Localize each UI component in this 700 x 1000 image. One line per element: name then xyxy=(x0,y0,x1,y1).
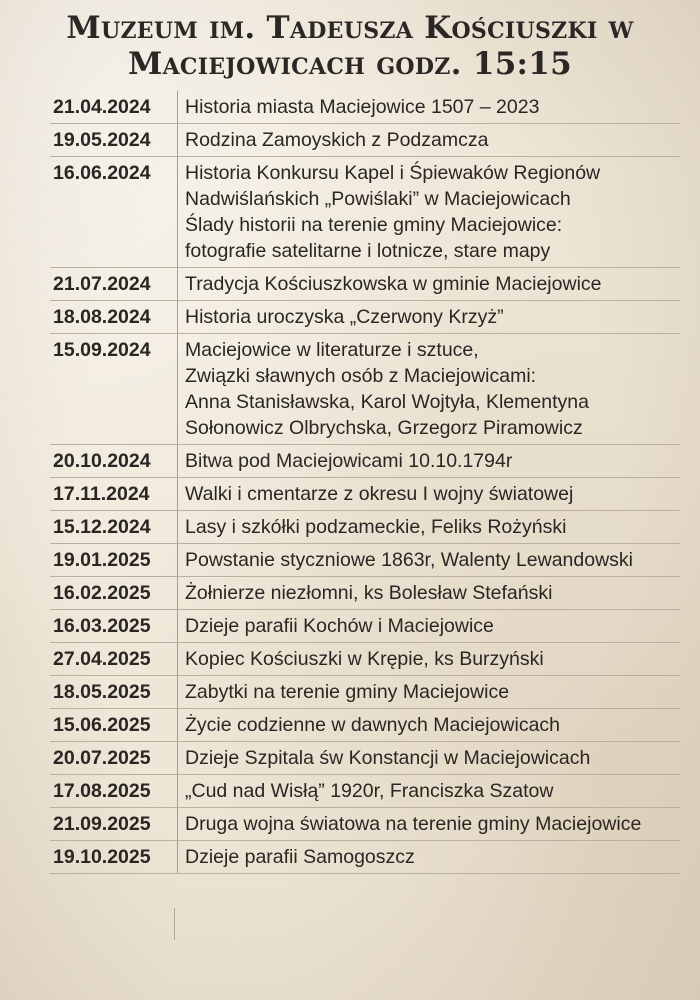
topic-line: Bitwa pod Maciejowicami 10.10.1794r xyxy=(185,450,513,472)
column-divider xyxy=(177,157,178,267)
event-topic xyxy=(185,268,680,300)
schedule-row xyxy=(50,334,680,445)
column-divider xyxy=(177,334,178,444)
schedule-row xyxy=(50,478,680,511)
event-date: 21.07.2024 xyxy=(53,273,151,295)
schedule-row xyxy=(50,301,680,334)
event-date: 18.05.2025 xyxy=(53,681,151,703)
topic-line: Historia uroczyska „Czerwony Krzyż” xyxy=(185,306,504,328)
event-topic xyxy=(185,301,680,333)
topic-line: Nadwiślańskich „Powiślaki” w Maciejowicach xyxy=(185,188,571,210)
event-topic xyxy=(185,544,680,576)
column-divider xyxy=(177,511,178,543)
column-divider xyxy=(177,544,178,576)
schedule-row xyxy=(50,157,680,268)
event-date: 20.10.2024 xyxy=(53,450,151,472)
topic-line: Walki i cmentarze z okresu I wojny światowej xyxy=(185,483,574,505)
event-topic xyxy=(185,808,680,840)
schedule-row xyxy=(50,808,680,841)
topic-line: Powstanie styczniowe 1863r, Walenty Lewandowski xyxy=(185,549,634,571)
column-divider xyxy=(177,742,178,774)
event-topic xyxy=(185,742,680,774)
event-date: 15.12.2024 xyxy=(53,516,151,538)
topic-line: Zabytki na terenie gminy Maciejowice xyxy=(185,681,510,703)
topic-line: Lasy i szkółki podzameckie, Feliks Rożyński xyxy=(185,516,567,538)
column-divider xyxy=(177,445,178,477)
event-topic xyxy=(185,841,680,873)
schedule-row xyxy=(50,841,680,874)
column-divider xyxy=(177,301,178,333)
topic-line: Dzieje parafii Samogoszcz xyxy=(185,846,415,868)
schedule-row xyxy=(50,643,680,676)
topic-line: Historia Konkursu Kapel i Śpiewaków Regionów xyxy=(185,162,601,184)
column-divider xyxy=(177,268,178,300)
event-topic xyxy=(185,124,680,156)
event-topic xyxy=(185,91,680,123)
topic-line: Anna Stanisławska, Karol Wojtyła, Klementyna xyxy=(185,391,589,413)
column-divider xyxy=(177,643,178,675)
event-date: 17.11.2024 xyxy=(53,483,150,505)
schedule-row xyxy=(50,544,680,577)
schedule-row xyxy=(50,775,680,808)
schedule-row xyxy=(50,676,680,709)
event-topic xyxy=(185,157,680,267)
event-date: 16.02.2025 xyxy=(53,582,151,604)
schedule-row xyxy=(50,445,680,478)
topic-line: Druga wojna światowa na terenie gminy Maciejowice xyxy=(185,813,642,835)
event-topic xyxy=(185,709,680,741)
event-date: 16.06.2024 xyxy=(53,162,151,184)
topic-line: Żołnierze niezłomni, ks Bolesław Stefański xyxy=(185,582,553,604)
event-date: 21.09.2025 xyxy=(53,813,151,835)
column-divider xyxy=(177,610,178,642)
column-divider xyxy=(177,676,178,708)
event-date: 15.09.2024 xyxy=(53,339,151,361)
column-divider xyxy=(177,775,178,807)
schedule-row xyxy=(50,742,680,775)
topic-line: Życie codzienne w dawnych Maciejowicach xyxy=(185,714,561,736)
event-topic xyxy=(185,511,680,543)
event-date: 19.05.2024 xyxy=(53,129,151,151)
event-topic xyxy=(185,610,680,642)
column-divider xyxy=(177,91,178,123)
event-date: 15.06.2025 xyxy=(53,714,151,736)
column-divider xyxy=(177,709,178,741)
topic-line: Związki sławnych osób z Maciejowicami: xyxy=(185,365,537,387)
event-date: 18.08.2024 xyxy=(53,306,151,328)
title-line-1: Muzeum im. Tadeusza Kościuszki w xyxy=(66,10,634,46)
schedule-row xyxy=(50,577,680,610)
topic-line: Ślady historii na terenie gminy Maciejowice: xyxy=(185,214,563,236)
topic-line: Rodzina Zamoyskich z Podzamcza xyxy=(185,129,489,151)
event-topic xyxy=(185,676,680,708)
event-topic xyxy=(185,643,680,675)
column-divider xyxy=(177,478,178,510)
column-divider xyxy=(177,841,178,873)
event-topic xyxy=(185,775,680,807)
schedule-row xyxy=(50,91,680,124)
event-date: 21.04.2024 xyxy=(53,96,151,118)
event-topic xyxy=(185,478,680,510)
schedule-row xyxy=(50,268,680,301)
topic-line: Sołonowicz Olbrychska, Grzegorz Piramowicz xyxy=(185,417,583,439)
column-divider xyxy=(177,124,178,156)
title-line-2: Maciejowicach godz. 15:15 xyxy=(127,46,573,82)
event-date: 27.04.2025 xyxy=(53,648,151,670)
event-date: 17.08.2025 xyxy=(53,780,151,802)
schedule-row xyxy=(50,709,680,742)
event-date: 20.07.2025 xyxy=(53,747,151,769)
schedule-row xyxy=(50,124,680,157)
topic-line: fotografie satelitarne i lotnicze, stare mapy xyxy=(185,240,551,262)
column-divider xyxy=(177,577,178,609)
topic-line: Dzieje Szpitala św Konstancji w Maciejowicach xyxy=(185,747,591,769)
schedule-row xyxy=(50,610,680,643)
topic-line: Tradycja Kościuszkowska w gminie Maciejowice xyxy=(185,273,602,295)
topic-line: Kopiec Kościuszki w Krępie, ks Burzyński xyxy=(185,648,544,670)
event-topic xyxy=(185,334,680,444)
schedule-table xyxy=(50,91,680,874)
topic-line: Dzieje parafii Kochów i Maciejowice xyxy=(185,615,494,637)
event-date: 16.03.2025 xyxy=(53,615,151,637)
event-date: 19.01.2025 xyxy=(53,549,151,571)
topic-line: „Cud nad Wisłą” 1920r, Franciszka Szatow xyxy=(185,780,554,802)
event-topic xyxy=(185,445,680,477)
column-divider-tail xyxy=(174,908,175,940)
event-date: 19.10.2025 xyxy=(53,846,151,868)
event-topic xyxy=(185,577,680,609)
topic-line: Historia miasta Maciejowice 1507 – 2023 xyxy=(185,96,540,118)
schedule-row xyxy=(50,511,680,544)
poster-title xyxy=(0,10,700,82)
topic-line: Maciejowice w literaturze i sztuce, xyxy=(185,339,479,361)
column-divider xyxy=(177,808,178,840)
